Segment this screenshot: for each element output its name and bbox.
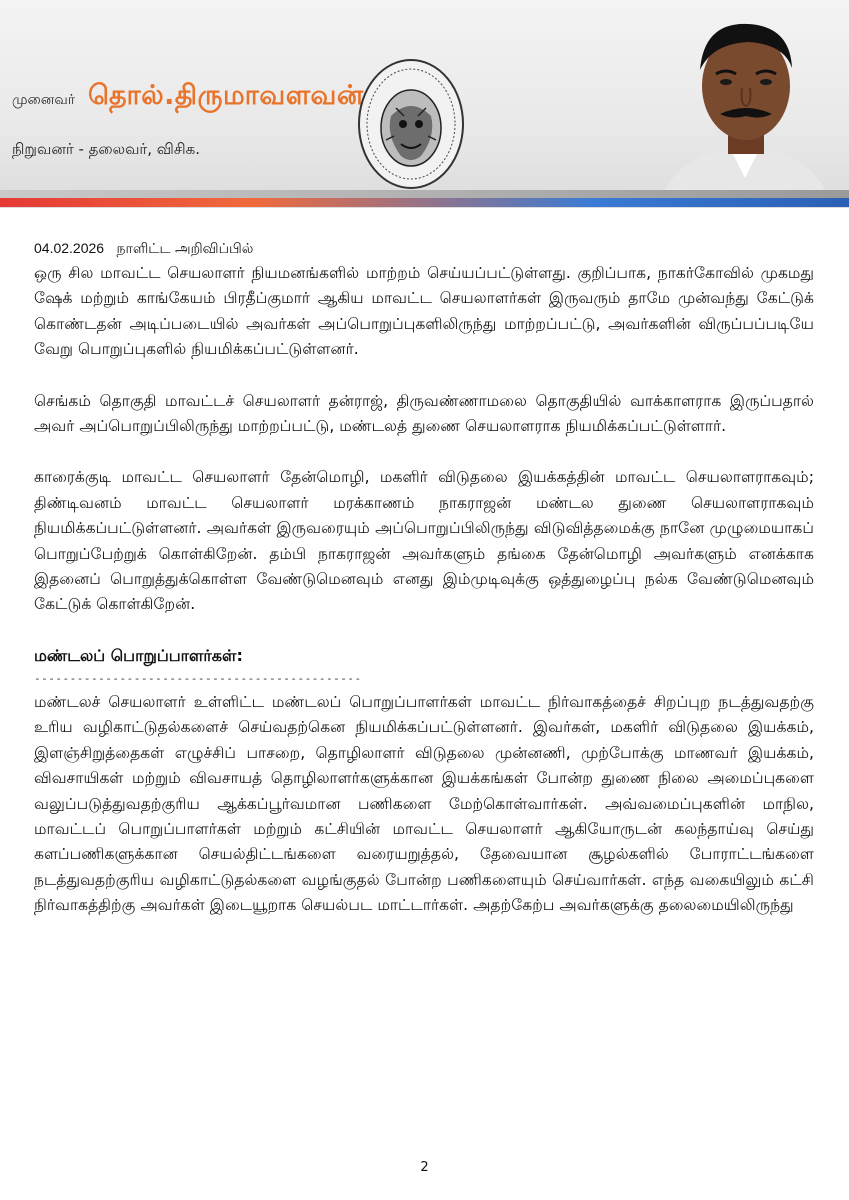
document-body (34, 236, 814, 919)
paragraph-district-secretary-changes: ஒரு சில மாவட்ட செயலாளர் நியமனங்களில் மாற்றம் செய்யப்பட்டுள்ளது. குறிப்பாக, நாகர்கோவில் முகமது ஷேக் மற்றும் காங்கேயம் பிரதீப்குமார் ஆகிய மாவட்ட செயலாளர்கள் இருவரும் தாமே முன்வந்து கேட்டுக் கொண்டதன் அடிப்படையில் அவர்கள் அப்பொறுப்புகளிலிருந்து மாற்றப்பட்டு, அவர்களின் விருப்பப்படியே வேறு பொறுப்புகளில் நியமிக்கப்பட்டுள்ளனர். (34, 264, 814, 359)
leader-portrait-image (660, 8, 830, 198)
founder-name: தொல்.திருமாவளவன் (88, 80, 364, 111)
section-heading-zonal-officers: மண்டலப் பொறுப்பாளர்கள்: (34, 645, 243, 665)
date-line (34, 236, 814, 261)
page-number: 2 (420, 1160, 429, 1175)
notice-date: 04.02.2026 (34, 240, 105, 256)
heading-underline-dashes: ---------------------------------------------- (34, 671, 362, 685)
header-divider-colored (0, 198, 849, 207)
paragraph-chengam-secretary: செங்கம் தொகுதி மாவட்டச் செயலாளர் தன்ராஜ், திருவண்ணாமலை தொகுதியில் வாக்காளராக இருப்பதால் அவர் அப்பொறுப்பிலிருந்து மாற்றப்பட்டு, மண்டலத் துணை செயலாளராக நியமிக்கப்பட்டுள்ளார். (34, 391, 814, 436)
founder-role: நிறுவனர் - தலைவர், விசிக. (12, 140, 200, 158)
founder-prefix: முனைவர் (12, 92, 76, 108)
header-divider-grey (0, 190, 849, 198)
letterhead-banner (0, 0, 849, 208)
paragraph-zonal-officers-duties: மண்டலச் செயலாளர் உள்ளிட்ட மண்டலப் பொறுப்பாளர்கள் மாவட்ட நிர்வாகத்தைச் சிறப்புற நடத்துவதற்கு உரிய வழிகாட்டுதல்களைச் செய்வதற்கென நியமிக்கப்பட்டுள்ளனர். இவர்கள், மகளிர் விடுதலை இயக்கம், இளஞ்சிறுத்தைகள் எழுச்சிப் பாசறை, தொழிலாளர் விடுதலை முன்னணி, முற்போக்கு மாணவர் இயக்கம், விவசாயிகள் மற்றும் விவசாயத் தொழிலாளர்களுக்கான இயக்கங்கள் போன்ற துணை நிலை அமைப்புகளை வலுப்படுத்துவதற்குரிய ஆக்கப்பூர்வமான பணிகளை மேற்கொள்வார்கள். அவ்வமைப்புகளின் மாநில, மாவட்டப் பொறுப்பாளர்கள் மற்றும் கட்சியின் மாவட்ட செயலாளர் ஆகியோருடன் கலந்தாய்வு செய்து களப்பணிகளுக்கான செயல்திட்டங்களை வரையறுத்தல், தேவையான சூழல்களில் போராட்டங்களை நடத்துவதற்குரிய வழிகாட்டுதல்களை வழங்குதல் போன்ற பணிகளையும் செய்வார்கள். எந்த வகையிலும் கட்சி நிர்வாகத்திற்கு அவர்கள் இடையூறாக செயல்பட மாட்டார்கள். அதற்கேற்ப அவர்களுக்கு தலைமையிலிருந்து (34, 692, 814, 915)
party-emblem-logo (356, 56, 466, 192)
paragraph-karaikudi-tindivanam: காரைக்குடி மாவட்ட செயலாளர் தேன்மொழி, மகளிர் விடுதலை இயக்கத்தின் மாவட்ட செயலாளராகவும்; திண்டிவனம் மாவட்ட செயலாளர் மரக்காணம் நாகராஜன் மண்டல துணை செயலாளராகவும் நியமிக்கப்பட்டுள்ளனர். அவர்கள் இருவரையும் அப்பொறுப்பிலிருந்து விடுவித்தமைக்கு நானே முழுமையாகப் பொறுப்பேற்றுக் கொள்கிறேன். தம்பி நாகராஜன் அவர்களும் தங்கை தேன்மொழி அவர்களும் எனக்காக இதனைப் பொறுத்துக்கொள்ள வேண்டுமெனவும் எனது இம்முடிவுக்கு ஒத்துழைப்பு நல்க வேண்டுமெனவும் கேட்டுக் கொள்கிறேன். (34, 468, 814, 614)
date-suffix: நாளிட்ட அறிவிப்பில் (116, 241, 254, 257)
